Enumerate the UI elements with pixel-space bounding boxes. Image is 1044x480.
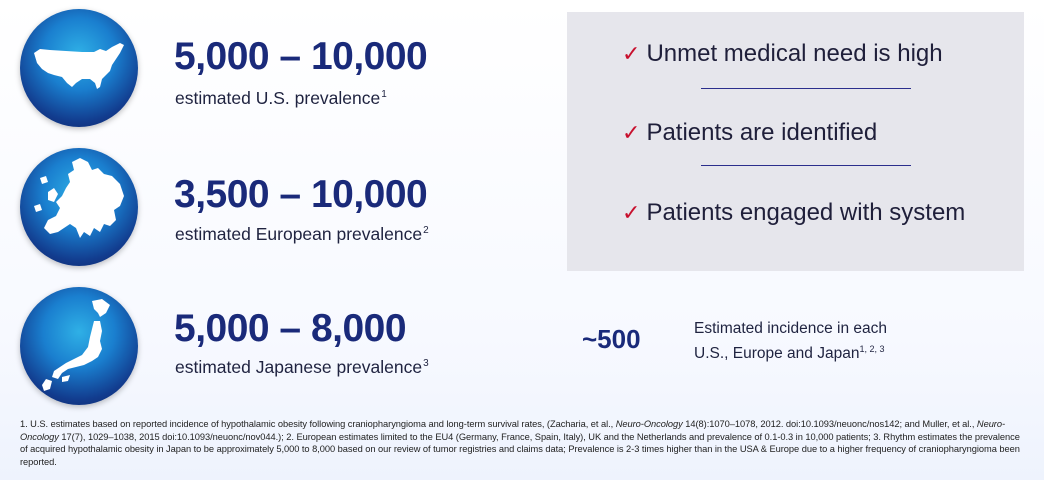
us-prevalence-label: estimated U.S. prevalence$^1$ [175, 88, 387, 108]
checklist-panel [567, 12, 1024, 271]
japan-prevalence-value: 5,000 – 8,000 [174, 307, 407, 350]
checkmark-icon: ✓ [622, 120, 641, 145]
checkmark-icon: ✓ [622, 41, 641, 66]
checklist-item: ✓ Unmet medical need is high [622, 40, 943, 67]
europe-prevalence-label: estimated European prevalence$^2$ [175, 224, 429, 244]
us-prevalence-value: 5,000 – 10,000 [174, 35, 428, 78]
checklist-item: ✓ Patients are identified [622, 119, 878, 146]
us-map-icon [20, 9, 138, 127]
japan-prevalence-label: estimated Japanese prevalence$^3$ [175, 357, 429, 377]
incidence-label: Estimated incidence in each U.S., Europe and Japan$^{1, 2, 3}$ [694, 320, 888, 363]
europe-map-icon [20, 148, 138, 266]
checklist-item: ✓ Patients engaged with system [622, 199, 966, 226]
footnotes: 1. U.S. estimates based on reported incidence of hypothalamic obesity following craniopharyngioma and long-term survival rates, (Zacharia, et al., Neuro-Oncology 14(8):1070–1078, 2012. doi:10.1093/neuonc/nos142; and Muller, et al., Neuro-Oncology 17(7), 1029–1038, 2015 doi:10.1093/neuonc/nov044.); 2. European estimates limited to the EU4 (Germany, France, Spain, Italy), UK and the Netherlands and prevalence of 0.1-0.3 in 10,000 patients; 3. Rhythm estimates the prevalence of acquired hypothalamic obesity in Japan to be approximately 5,000 to 8,000 based on our review of tumor registries and claims data; Prevalence is 2-3 times higher than in the USA & Europe due to a higher frequency of craniopharyngioma been reported. [20, 419, 1020, 467]
divider [701, 88, 911, 89]
checkmark-icon: ✓ [622, 200, 641, 225]
japan-map-icon [20, 287, 138, 405]
divider [701, 165, 911, 166]
incidence-value: ~500 [582, 324, 641, 354]
europe-prevalence-value: 3,500 – 10,000 [174, 173, 428, 216]
